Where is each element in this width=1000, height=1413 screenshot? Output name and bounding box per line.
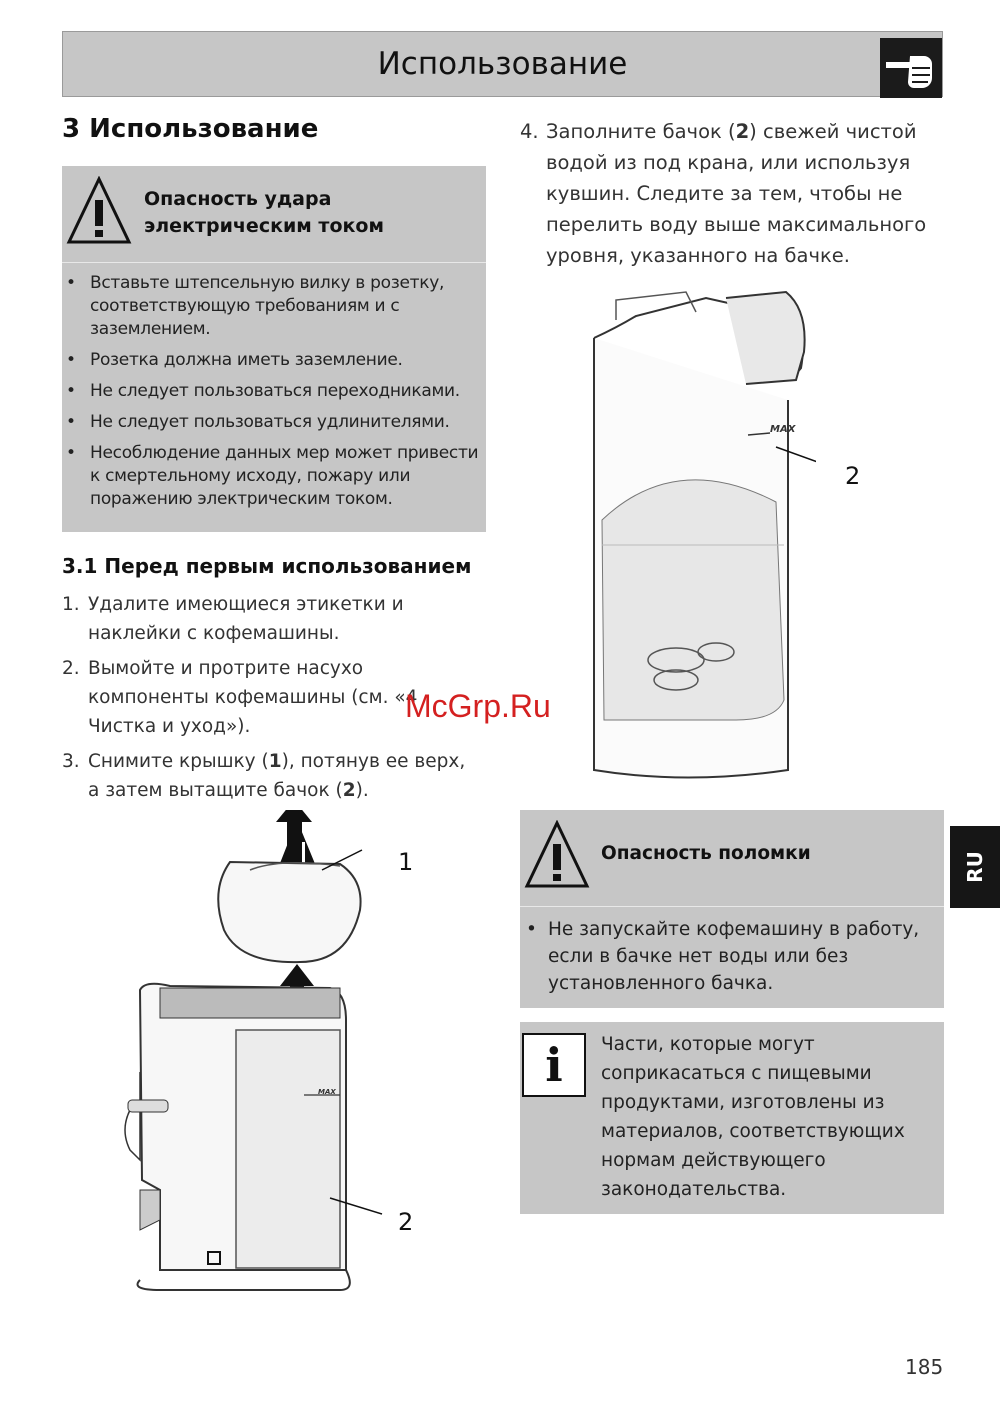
language-code: RU — [962, 851, 987, 883]
warning-triangle-icon — [524, 820, 590, 894]
page-header-title: Использование — [377, 46, 628, 82]
info-text — [601, 1030, 931, 1204]
coffee-machine-illustration — [100, 810, 400, 1304]
step-3 — [62, 747, 482, 805]
pointing-hand-icon — [880, 38, 942, 98]
info-line: Части, которые могут — [601, 1034, 815, 1055]
step-1 — [62, 590, 482, 648]
watermark: McGrp.Ru — [405, 688, 551, 724]
callout-tank: 2 — [845, 462, 861, 490]
step-number: 2. — [62, 658, 80, 679]
step-text: Снимите крышку ( — [88, 751, 269, 772]
step-text: кувшин. Следите за тем, чтобы не — [546, 182, 903, 205]
step-text: перелить воду выше максимального — [546, 213, 927, 236]
step-number: 4. — [520, 120, 539, 143]
divider — [62, 262, 486, 263]
step-text: Заполните бачок ( — [546, 120, 736, 143]
step-ref: 1 — [268, 751, 282, 772]
step-text: ) свежей чистой — [749, 120, 917, 143]
step-4 — [520, 116, 940, 271]
callout-tank-small: 2 — [398, 1208, 414, 1236]
step-text: водой из под крана, или используя — [546, 151, 911, 174]
section-title: 3 Использование — [62, 114, 319, 144]
warning-title-line: Опасность удара — [144, 188, 332, 210]
step-number: 1. — [62, 594, 80, 615]
max-label: MAX — [770, 424, 796, 435]
info-line: продуктами, изготовлены из — [601, 1092, 885, 1113]
subsection-title: 3.1 Перед первым использованием — [62, 554, 472, 578]
step-text: Вымойте и протрите насухо — [88, 658, 364, 679]
info-icon — [522, 1033, 586, 1097]
max-label: MAX — [318, 1088, 336, 1096]
step-text — [62, 776, 482, 805]
language-tab-label — [950, 826, 1000, 908]
info-line: нормам действующего — [601, 1150, 826, 1171]
step-text: а затем вытащите бачок ( — [88, 780, 343, 801]
electric-warning-bullets — [66, 272, 484, 519]
step-ref: 2 — [735, 120, 750, 143]
step-text: Удалите имеющиеся этикетки и — [88, 594, 404, 615]
step-text: Чистка и уход»). — [88, 716, 251, 737]
info-letter: i — [545, 1038, 563, 1092]
callout-lid: 1 — [398, 848, 414, 876]
info-line: законодательства. — [601, 1179, 787, 1200]
info-line: материалов, соответствующих — [601, 1121, 905, 1142]
step-text: ), потянув ее верх, — [281, 751, 466, 772]
warning-title-line: электрическим током — [144, 215, 384, 237]
list-item: • Розетка должна иметь заземление. — [66, 349, 484, 372]
page-number: 185 — [905, 1355, 944, 1379]
divider — [520, 906, 944, 907]
step-number: 3. — [62, 751, 80, 772]
electric-shock-warning-title — [144, 186, 474, 240]
step-ref: 2 — [342, 780, 356, 801]
warning-triangle-icon — [66, 176, 132, 250]
step-text: наклейки с кофемашины. — [88, 623, 340, 644]
list-item: • Не следует пользоваться переходниками. — [66, 380, 484, 403]
step-line — [520, 116, 940, 147]
damage-warning-title: Опасность поломки — [601, 843, 811, 864]
step-text: уровня, указанного на бачке. — [546, 244, 850, 267]
info-line: соприкасаться с пищевыми — [601, 1063, 872, 1084]
step-text: ). — [355, 780, 369, 801]
list-item: • Не следует пользоваться удлинителями. — [66, 411, 484, 434]
list-item: • Не запускайте кофемашину в работу, если в бачке нет воды или без установленного бачка. — [524, 916, 938, 997]
list-item: • Вставьте штепсельную вилку в розетку, соответствующую требованиям и с заземлением. — [66, 272, 484, 341]
list-item: • Несоблюдение данных мер может привести к смертельному исходу, пожару или поражению электрическим током. — [66, 442, 484, 511]
step-text: компоненты кофемашины (см. «4 — [88, 687, 418, 708]
water-tank-illustration — [586, 280, 816, 794]
